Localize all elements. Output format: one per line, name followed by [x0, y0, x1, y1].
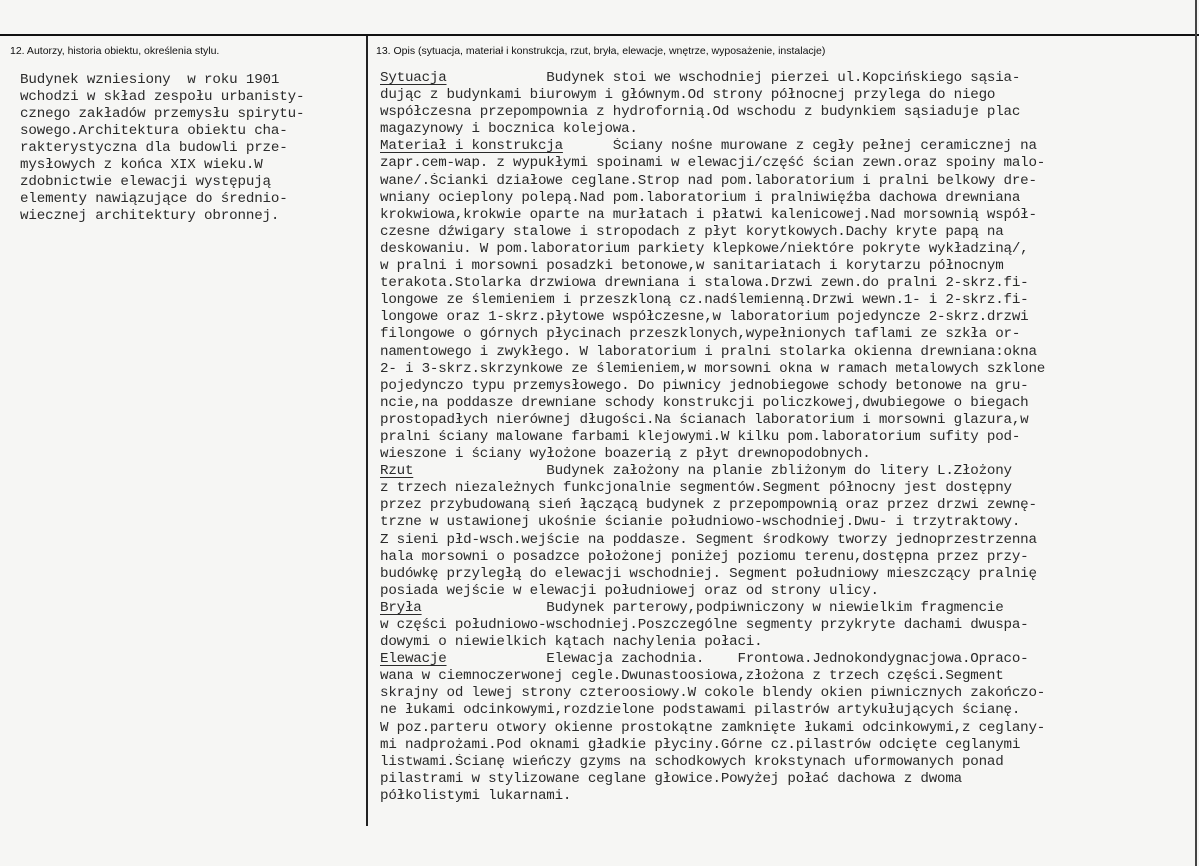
text-line: budówkę przyległą do elewacji wschodniej. Segment południowy mieszczący pralnię	[380, 565, 1037, 582]
paragraph-heading: Rzut	[380, 463, 414, 480]
text-line: longowe oraz 1-skrz.płytowe współczesne,w laboratorium pojedyncze 2-skrz.drzwi	[380, 309, 1029, 326]
text-line: zdobnictwie elewacji występują	[20, 174, 271, 190]
paragraph-heading: Sytuacja	[380, 70, 447, 86]
paragraph-first-text: Ściany nośne murowane z cegły pełnej ceramicznej na	[562, 138, 1037, 155]
paragraph-first-text: Elewacja zachodnia. Frontowa.Jednokondygnacjowa.Opraco-	[446, 651, 1029, 668]
text-line: ncie,na poddasze drewniane schody konstrukcji policzkowej,dwubiegowe o biegach	[380, 394, 1029, 411]
text-line: rakterystyczna dla budowli prze-	[20, 140, 288, 156]
text-line: posiada wejście w elewacji południowej oraz od strony ulicy.	[380, 582, 879, 599]
text-line: wiecznej architektury obronnej.	[20, 208, 280, 224]
paragraph-first-line	[380, 651, 1195, 668]
paragraph-first-text: Budynek założony na planie zbliżonym do litery L.Złożony	[413, 463, 1012, 480]
text-line: przez przybudowaną sień łączącą budynek z przepompownią oraz przez drzwi zewnę-	[380, 497, 1037, 514]
paragraph-first-line	[380, 463, 1195, 480]
paragraph-first-text: Budynek stoi we wschodniej pierzei ul.Kopcińskiego sąsia-	[446, 70, 1021, 86]
text-line: czesne dźwigary stalowe i stropodach z płyt korytkowych.Dachy kryte papą na	[380, 223, 1004, 240]
text-line: dując z budynkami biurowym i głównym.Od strony północnej przylega do niego	[380, 87, 996, 104]
text-line: deskowaniu. W pom.laboratorium parkiety klepkowe/niektóre pokryte wykładziną/,	[380, 240, 1029, 257]
text-line: półkolistymi lukarnami.	[380, 787, 572, 804]
text-line: w części południowo-wschodniej.Poszczególne segmenty przykryte dachami dwuspa-	[380, 617, 1029, 633]
section-13-text	[380, 70, 1195, 805]
paragraph-first-line	[380, 600, 1195, 617]
text-line: sowego.Architektura obiektu cha-	[20, 123, 288, 139]
text-line: współczesna przepompownia z hydrofornią.Od wschodu z budynkiem sąsiaduje plac	[380, 104, 1021, 121]
text-line: ne łukami odcinkowymi,rozdzielone podstawami pilastrów artykułujących ścianę.	[380, 702, 1021, 719]
text-line: zapr.cem-wap. z wypukłymi spoinami w elewacji/część ścian zewn.oraz spoiny malo-	[380, 155, 1046, 172]
text-line: z trzech niezależnych funkcjonalnie segmentów.Segment północny jest dostępny	[380, 480, 1012, 497]
text-line: pojedynczo typu przemysłowego. Do piwnicy jednobiegowe schody betonowe na gru-	[380, 377, 1029, 394]
text-line: listwami.Ścianę wieńczy gzyms na schodkowych krokstynach uformowanych ponad	[380, 753, 1004, 770]
section-12-text	[20, 72, 365, 225]
text-line: wniany ocieplony polepą.Nad pom.laboratorium i pralniwięźba dachowa drewniana	[380, 189, 1021, 206]
text-line: mysłowych z końca XIX wieku.W	[20, 157, 263, 173]
text-line: pralni ściany malowane farbami klejowymi.W kilku pom.laboratorium sufity pod-	[380, 428, 1021, 445]
section-13-header: 13. Opis (sytuacja, materiał i konstrukcja, rzut, bryła, elewacje, wnętrze, wyposażenie, instalacje)	[376, 45, 826, 57]
text-line: elementy nawiązujące do średnio-	[20, 191, 288, 207]
paragraph-heading: Materiał i konstrukcja	[380, 138, 563, 155]
text-line: skrajny od lewej strony czteroosiowy.W cokole blendy okien piwnicznych zakończo-	[380, 685, 1046, 702]
section-12-header: 12. Autorzy, historia obiektu, określenia stylu.	[10, 45, 220, 57]
text-line: prostopadłych nierównej długości.Na ścianach laboratorium i morsowni glazura,w	[380, 411, 1029, 428]
text-line: krokwiowa,krokwie oparte na murłatach i płatwi kalenicowej.Nad morsownią współ-	[380, 206, 1037, 223]
text-line: wieszone i ściany wyłożone boazerią z płyt drewnopodobnych.	[380, 446, 871, 463]
text-line: W poz.parteru otwory okienne prostokątne zamknięte łukami odcinkowymi,z ceglany-	[380, 719, 1046, 736]
text-line: trzne w ustawionej ukośnie ścianie południowo-wschodniej.Dwu- i trzytraktowy.	[380, 514, 1021, 531]
paragraph-first-line	[380, 70, 1195, 87]
text-line: hala morsowni o posadzce położonej poniżej poziomu terenu,dostępna przez przy-	[380, 548, 1029, 565]
paragraph-heading: Elewacje	[380, 651, 447, 668]
column-divider	[366, 36, 368, 826]
text-line: wana w ciemnoczerwonej cegle.Dwunastoosiowa,złożona z trzech części.Segment	[380, 668, 1004, 685]
text-line: Budynek wzniesiony w roku 1901	[20, 72, 280, 88]
right-border	[1195, 0, 1197, 866]
text-line: dowymi o niewielkich kątach nachylenia połaci.	[380, 634, 763, 651]
text-line: 2- i 3-skrz.skrzynkowe ze ślemieniem,w morsowni okna w ramach metalowych szklone	[380, 360, 1046, 377]
top-rule	[0, 34, 1199, 36]
text-line: w pralni i morsowni posadzki betonowe,w sanitariatach i korytarzu północnym	[380, 258, 1004, 275]
text-line: wane/.Ścianki działowe ceglane.Strop nad pom.laboratorium i pralni belkowy dre-	[380, 172, 1037, 189]
text-line: magazynowy i bocznica kolejowa.	[380, 121, 638, 138]
paragraph-first-line	[380, 138, 1195, 155]
text-line: cznego zakładów przemysłu spirytu-	[20, 106, 305, 122]
text-line: filongowe o górnych płycinach przeszklonych,wypełnionych taflami ze szkła or-	[380, 326, 1021, 343]
text-line: wchodzi w skład zespołu urbanisty-	[20, 89, 305, 105]
text-line: terakota.Stolarka drzwiowa drewniana i stalowa.Drzwi zewn.do pralni 2-skrz.fi-	[380, 275, 1029, 292]
text-line: mi nadprożami.Pod oknami gładkie płyciny.Górne cz.pilastrów odcięte ceglanymi	[380, 736, 1021, 753]
text-line: namentowego i zwykłego. W laboratorium i pralni stolarka okienna drewniana:okna	[380, 343, 1037, 360]
paragraph-first-text: Budynek parterowy,podpiwniczony w niewielkim fragmencie	[421, 599, 1004, 616]
text-line: longowe ze ślemieniem i przeszkloną cz.nadślemienną.Drzwi wewn.1- i 2-skrz.fi-	[380, 292, 1029, 309]
text-line: Z sieni płd-wsch.wejście na poddasze. Segment środkowy tworzy jednoprzestrzenna	[380, 531, 1037, 548]
paragraph-heading: Bryła	[380, 599, 422, 616]
text-line: pilastrami w stylizowane ceglane głowice.Powyżej połać dachowa z dwoma	[380, 770, 962, 787]
